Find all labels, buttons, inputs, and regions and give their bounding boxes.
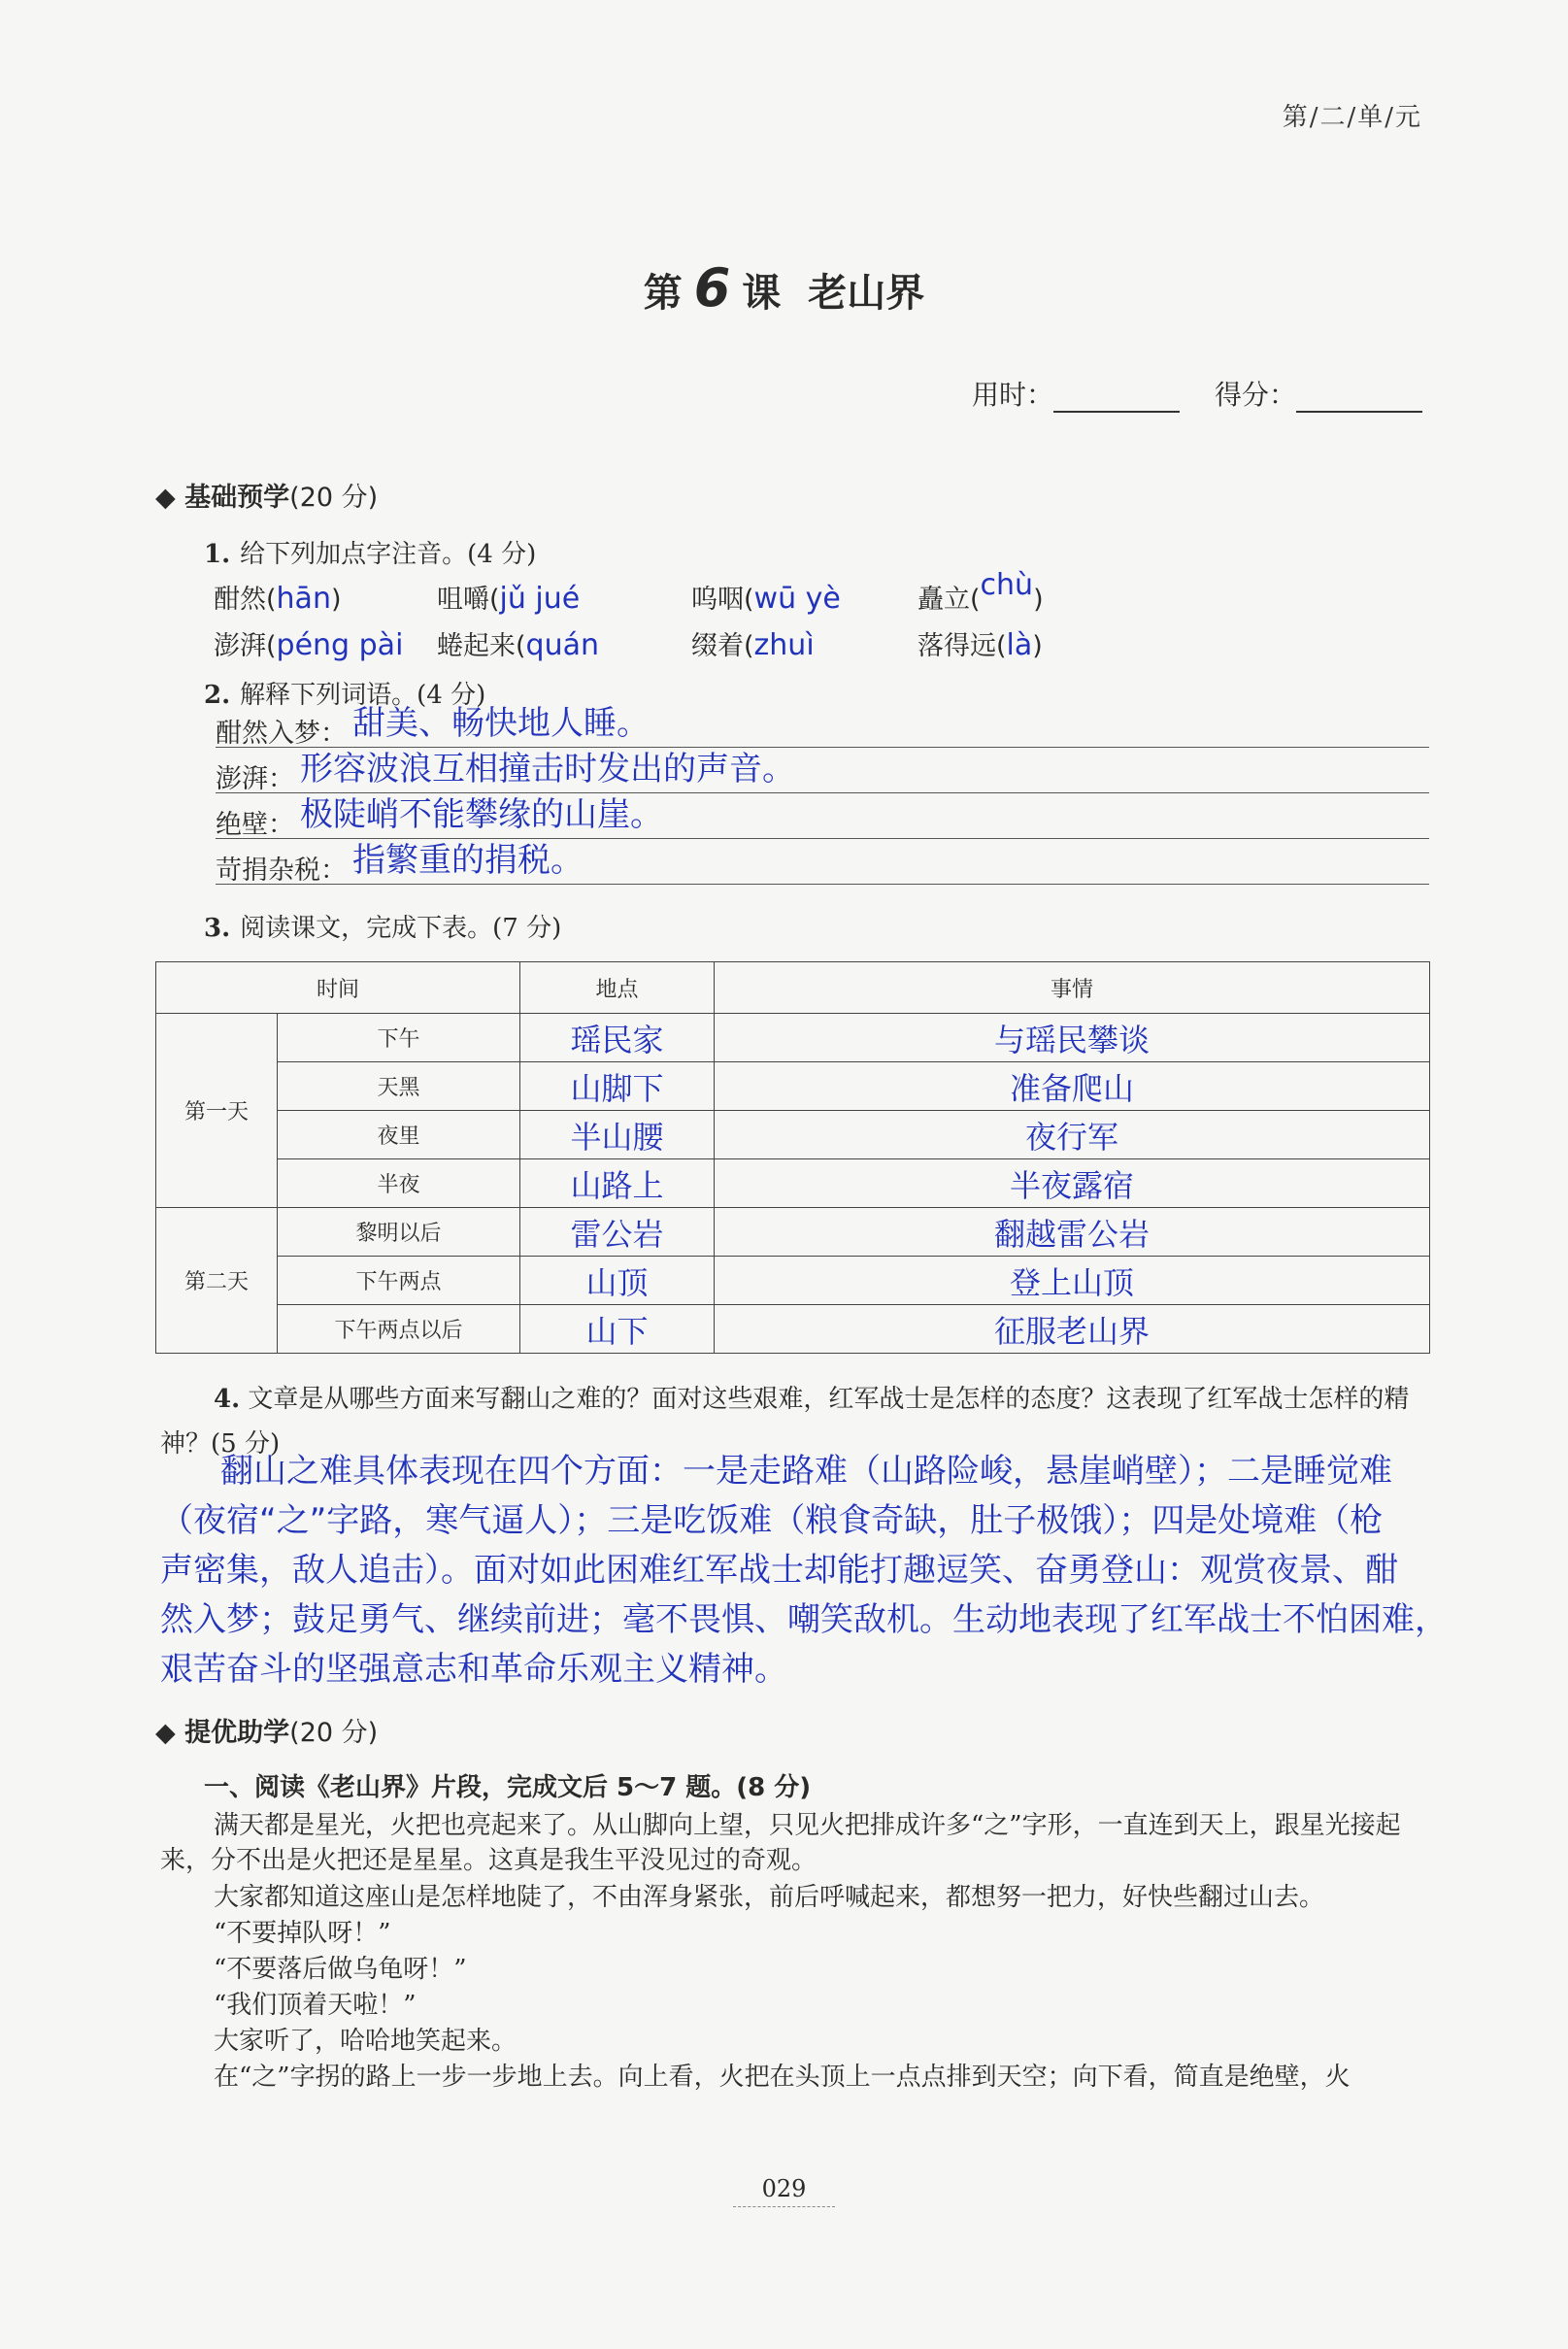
pinyin-item: 呜咽(wū yè — [691, 582, 841, 616]
pinyin-item: 咀嚼(jǔ jué — [437, 582, 581, 616]
reading-paragraph: “我们顶着天啦！” — [214, 1991, 417, 2020]
pinyin-item: 澎湃(péng pài — [214, 628, 404, 662]
reading-paragraph: 在“之”字拐的路上一步一步地上去。向上看，火把在头顶上一点点排到天空；向下看，简直是绝壁，火 — [214, 2063, 1351, 2092]
reading-paragraph: 大家都知道这座山是怎样地陡了，不由浑身紧张，前后呼喊起来，都想努一把力，好快些翻过山去。 — [214, 1883, 1325, 1912]
lesson-title: 第 6 课 老山界 — [643, 257, 925, 319]
section-advanced: ◆ 提优助学(20 分) — [155, 1718, 379, 1748]
pinyin-item: 酣然(hān) — [214, 582, 342, 616]
pinyin-item: 缀着(zhuì — [691, 628, 815, 662]
table-header-row: 时间 地点 事情 — [156, 962, 1430, 1014]
definition-line: 绝壁： 极陡峭不能攀缘的山崖。 — [216, 795, 1429, 839]
definition-line: 澎湃： 形容波浪互相撞击时发出的声音。 — [216, 750, 1429, 793]
definition-line: 酣然入梦： 甜美、畅快地人睡。 — [216, 704, 1429, 748]
score-blank[interactable] — [1296, 382, 1422, 413]
unit-label: 第/二/单/元 — [1282, 103, 1422, 132]
question-3: 3. 阅读课文，完成下表。(7 分) — [204, 914, 562, 943]
diamond-icon: ◆ — [155, 1718, 185, 1748]
timeline-table — [155, 961, 1430, 1354]
day-cell: 第一天 — [156, 1014, 278, 1208]
pinyin-item: 矗立(chù) — [917, 568, 1044, 615]
table-row: 天黑 山脚下 准备爬山 — [156, 1062, 1430, 1111]
table-row: 半夜 山路上 半夜露宿 — [156, 1159, 1430, 1208]
definition-line: 苛捐杂税： 指繁重的捐税。 — [216, 841, 1429, 885]
reading-paragraph: “不要掉队呀！” — [214, 1919, 391, 1948]
question-1: 1. 给下列加点字注音。(4 分) — [204, 540, 537, 569]
pinyin-item: 落得远(là) — [917, 628, 1043, 662]
section-basic: ◆ 基础预学(20 分) — [155, 483, 379, 513]
table-row: 第一天 下午 瑶民家 与瑶民攀谈 — [156, 1014, 1430, 1062]
reading-paragraph: 大家听了，哈哈地笑起来。 — [214, 2027, 517, 2056]
diamond-icon: ◆ — [155, 483, 185, 513]
lesson-name: 老山界 — [808, 271, 925, 316]
time-blank[interactable] — [1053, 382, 1180, 413]
reading-heading: 一、阅读《老山界》片段，完成文后 5～7 题。(8 分) — [204, 1773, 812, 1802]
time-score-fields: 用时： 得分： — [972, 374, 1422, 413]
table-row: 下午两点 山顶 登上山顶 — [156, 1257, 1430, 1305]
reading-paragraph: “不要落后做乌龟呀！” — [214, 1955, 467, 1984]
pinyin-item: 蜷起来(quán — [437, 628, 600, 662]
table-row: 下午两点以后 山下 征服老山界 — [156, 1305, 1430, 1354]
day-cell: 第二天 — [156, 1208, 278, 1354]
table-row: 夜里 半山腰 夜行军 — [156, 1111, 1430, 1159]
table-row: 第二天 黎明以后 雷公岩 翻越雷公岩 — [156, 1208, 1430, 1257]
question-4: 4. 文章是从哪些方面来写翻山之难的？面对这些艰难，红军战士是怎样的态度？这表现了红军战士怎样的精神？(5 分) — [160, 1385, 1410, 1459]
question-2: 2. 解释下列词语。(4 分) — [204, 681, 486, 710]
question-4-answer: 翻山之难具体表现在四个方面：一是走路难（山路险峻，悬崖峭壁）；二是睡觉难 （夜宿“之”字路，寒气逼人）；三是吃饭难（粮食奇缺，肚子极饿）；四是处境难（枪 声密集，敌人追击）。面对如此困难红军战士却能打趣逗笑、奋勇登山：观赏夜景、酣 然入梦；鼓足勇气、继续前进；毫不畏惧、嘲笑敌机。生动地表现了红军战士不怕困难， 艰苦奋斗的坚强意志和革命乐观主义精神。 — [160, 1452, 1448, 1689]
page-number: 029 — [0, 2175, 1568, 2207]
reading-paragraph: 满天都是星光，火把也亮起来了。从山脚向上望，只见火把排成许多“之”字形，一直连到天上，跟星光接起来，分不出是火把还是星星。这真是我生平没见过的奇观。 — [160, 1811, 1401, 1875]
